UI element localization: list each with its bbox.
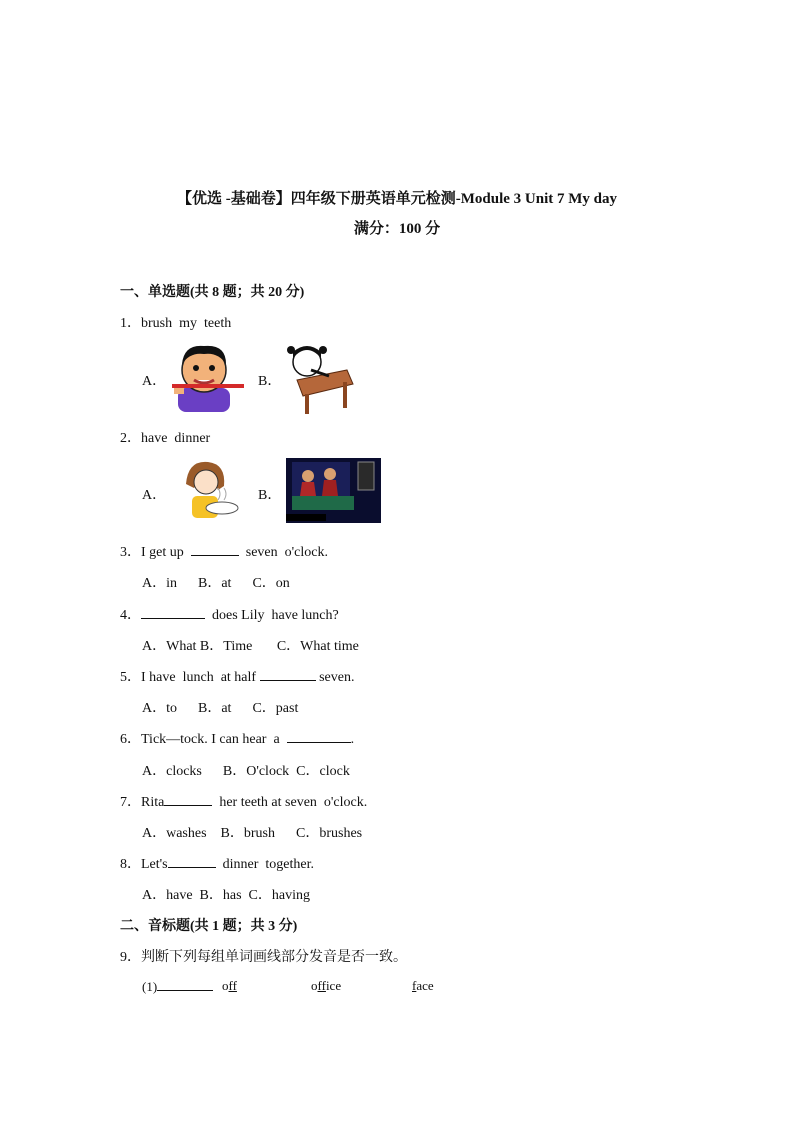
- question-6: [120, 728, 354, 748]
- question-text-end: seven.: [319, 670, 355, 685]
- question-text-end: .: [350, 732, 355, 747]
- answer-blank[interactable]: [168, 855, 216, 868]
- q2-option-b-label: B．: [258, 488, 282, 503]
- question-number: 2．: [120, 431, 141, 446]
- question-text: have dinner: [141, 431, 211, 446]
- question-text: Tick—tock. I can hear a: [141, 732, 280, 747]
- answer-blank[interactable]: [287, 730, 351, 743]
- question-text: Let's: [141, 857, 168, 872]
- question-5: [120, 666, 354, 686]
- question-number: 8．: [120, 857, 141, 872]
- underlined-part: f: [412, 978, 417, 993]
- word-off: [222, 978, 237, 994]
- question-7: [120, 791, 367, 811]
- question-text-end: her teeth at seven o'clock.: [219, 795, 368, 810]
- q9-sub-1: [142, 978, 213, 995]
- underlined-part: ff: [228, 978, 237, 993]
- answer-blank[interactable]: [164, 793, 212, 806]
- boy-brushing-teeth-picture: [166, 340, 246, 412]
- word-part: o: [311, 978, 318, 993]
- girl-at-desk-picture: [285, 340, 357, 416]
- full-score: 满分：100 分: [353, 221, 441, 237]
- q2-option-a-label: A．: [142, 488, 167, 503]
- q3-options: A．in B．at C．on: [142, 576, 290, 591]
- section-1-heading: 一、单选题(共 8 题；共 20 分): [120, 285, 305, 300]
- q7-options: A．washes B．brush C．brushes: [142, 826, 363, 841]
- q1-option-a-label: A．: [142, 374, 167, 389]
- question-number: 5．: [120, 670, 141, 685]
- question-number: 6．: [120, 732, 141, 747]
- question-number: 1．: [120, 316, 141, 331]
- word-part: ace: [416, 978, 434, 993]
- word-face: [412, 978, 434, 994]
- question-number: 4．: [120, 608, 141, 623]
- sub-question-label: (1): [142, 979, 158, 994]
- question-2: [120, 427, 210, 447]
- answer-blank[interactable]: [260, 668, 316, 681]
- question-text: I have lunch at half: [141, 670, 257, 685]
- word-part: ice: [325, 978, 342, 993]
- question-3: [120, 541, 328, 561]
- word-office: [311, 978, 341, 994]
- question-number: 9．: [120, 950, 141, 965]
- answer-blank[interactable]: [191, 543, 239, 556]
- family-dinner-photo: [286, 458, 381, 523]
- question-text-end: does Lily have lunch?: [212, 608, 339, 623]
- answer-blank[interactable]: [141, 606, 205, 619]
- question-text: Rita: [141, 795, 165, 810]
- q1-option-b-label: B．: [258, 374, 282, 389]
- underlined-part: ff: [317, 978, 326, 993]
- q5-options: A．to B．at C．past: [142, 701, 299, 716]
- answer-blank[interactable]: [157, 978, 213, 991]
- document-title: 【优选 -基础卷】四年级下册英语单元检测-Module 3 Unit 7 My day: [177, 191, 617, 207]
- question-text: brush my teeth: [141, 316, 232, 331]
- question-text: I get up: [141, 545, 184, 560]
- q6-options: A．clocks B．O'clock C．clock: [142, 764, 350, 779]
- question-1: [120, 312, 231, 332]
- girl-eating-picture: [178, 458, 240, 522]
- q8-options: A．have B．has C．having: [142, 888, 310, 903]
- q4-options: A．What B．Time C．What time: [142, 639, 359, 654]
- question-4: [120, 604, 339, 624]
- section-2-heading: 二、音标题(共 1 题；共 3 分): [120, 919, 298, 934]
- question-text-end: seven o'clock.: [245, 545, 328, 560]
- question-text: 判断下列每组单词画线部分发音是否一致。: [141, 950, 407, 965]
- word-part: o: [222, 978, 229, 993]
- question-9: [120, 946, 407, 966]
- question-number: 3．: [120, 545, 141, 560]
- question-8: [120, 853, 314, 873]
- question-text-end: dinner together.: [222, 857, 315, 872]
- question-number: 7．: [120, 795, 141, 810]
